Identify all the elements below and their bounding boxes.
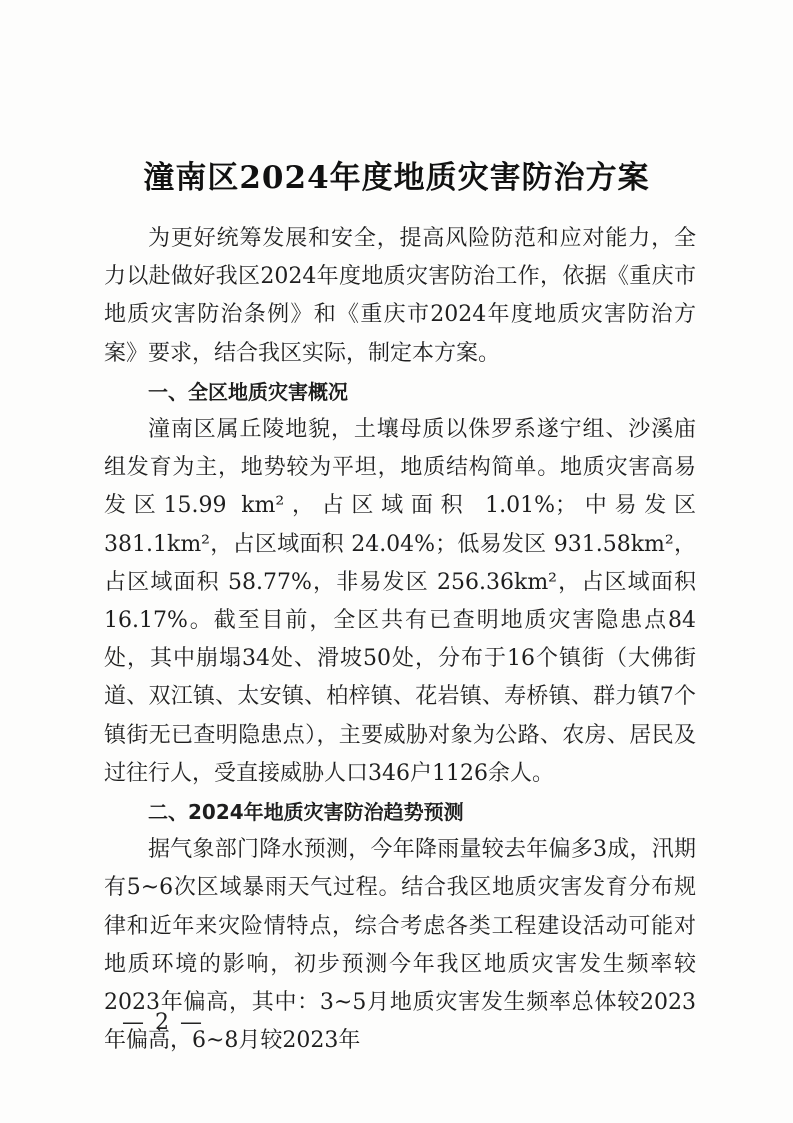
document-title: 潼南区2024年度地质灾害防治方案 — [143, 160, 650, 196]
page-number: — 2 — — [122, 1010, 204, 1035]
section-2-heading: 二、2024年地质灾害防治趋势预测 — [148, 800, 464, 825]
section-1-heading: 一、全区地质灾害概况 — [148, 379, 348, 404]
section-2-paragraph: 据气象部门降水预测，今年降雨量较去年偏多3成，汛期有5~6次区域暴雨天气过程。结合我区地质灾害发育分布规律和近年来灾险情特点，综合考虑各类工程建设活动可能对地质环境的影响，初步预测今年我区地质灾害发生频率较2023年偏高，其中：3~5月地质灾害发生频率总体较2023年偏高，6~8月较2023年 — [104, 837, 696, 1054]
section-1-paragraph: 潼南区属丘陵地貌，土壤母质以侏罗系遂宁组、沙溪庙组发育为主，地势较为平坦，地质结构简单。地质灾害高易发区15.99 km²，占区域面积 1.01%；中易发区 381.1km²，占区域面积 24.04%；低易发区 931.58km²，占区域面积 58.77%，非易发区 256.36km²，占区域面积 16.17%。截至目前，全区共有已查明地质灾害隐患点84处，其中崩塌34处、滑坡50处，分布于16个镇街（大佛街道、双江镇、太安镇、柏梓镇、花岩镇、寿桥镇、群力镇7个镇街无已查明隐患点），主要威胁对象为公路、农房、居民及过往行人，受直接威胁人口346户1126余人。 — [104, 417, 696, 786]
intro-paragraph: 为更好统筹发展和安全，提高风险防范和应对能力，全力以赴做好我区2024年度地质灾害防治工作，依据《重庆市地质灾害防治条例》和《重庆市2024年度地质灾害防治方案》要求，结合我区实际，制定本方案。 — [104, 226, 696, 366]
document-body — [104, 220, 696, 1060]
